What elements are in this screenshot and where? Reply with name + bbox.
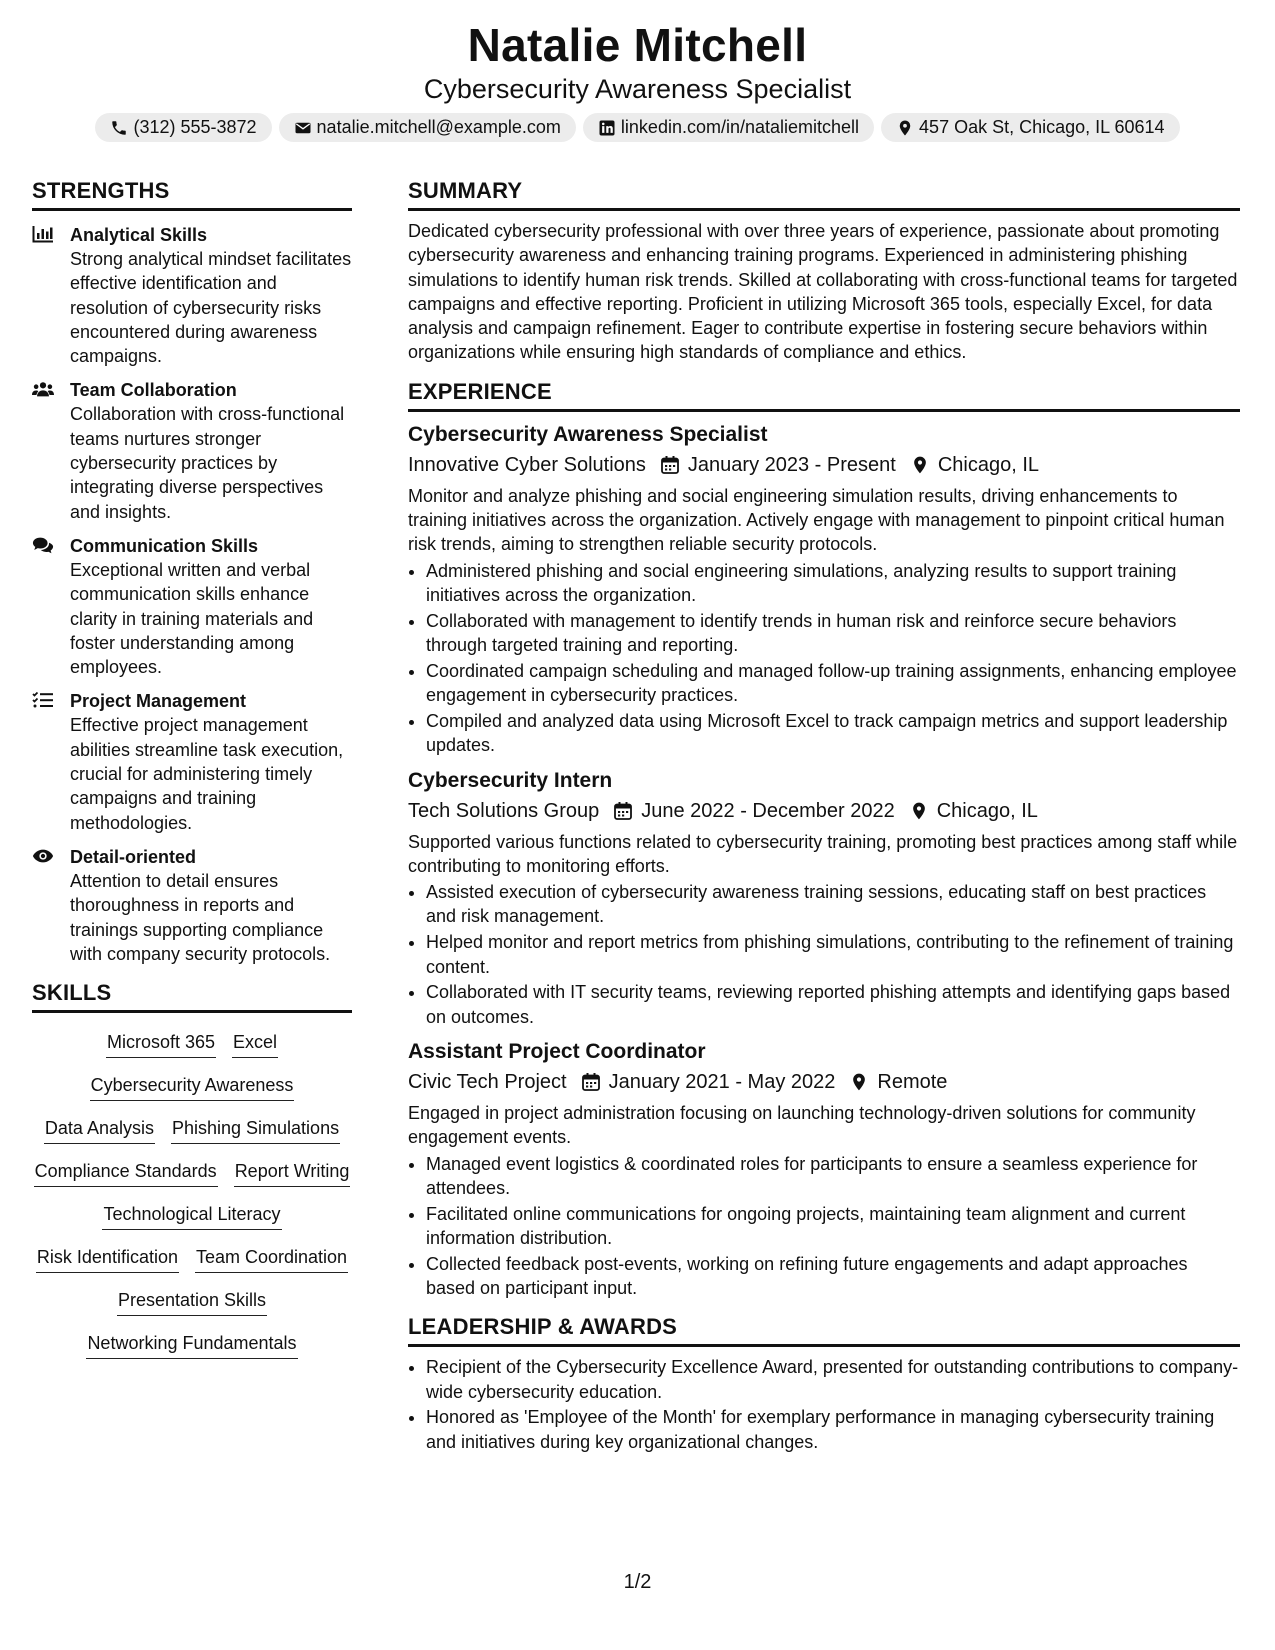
job-description: Supported various functions related to cybersecurity training, promoting best practices among staff while contributing to monitoring efforts. [408, 831, 1238, 876]
job-meta [408, 450, 1240, 480]
skill-tag: Risk Identification [36, 1244, 179, 1273]
job-entry-title: Cybersecurity Intern [408, 768, 613, 792]
left-column [32, 178, 352, 1359]
location-icon [896, 119, 914, 137]
strength-description: Collaboration with cross-functional teams nurtures stronger cybersecurity practices by integrating diverse perspectives and insights. [70, 404, 345, 522]
list-item: • Facilitated online communications for ongoing projects, maintaining team alignment and current information distribution. [426, 1202, 1240, 1251]
contact-linkedin-text: linkedin.com/in/nataliemitchell [620, 117, 860, 137]
calendar-icon [613, 801, 633, 821]
list-item: • Recipient of the Cybersecurity Excellence Award, presented for outstanding contributions to company-wide cybersecurity education. [426, 1355, 1240, 1404]
job-entry [408, 1037, 1240, 1300]
strength-description: Attention to detail ensures thoroughness in reports and trainings supporting compliance with company security protocols. [70, 870, 331, 964]
page-number: 1/2 [623, 1571, 652, 1593]
location-icon [910, 455, 930, 475]
contact-email[interactable] [279, 113, 576, 142]
summary-heading: SUMMARY [408, 178, 1240, 211]
strength-item [32, 378, 352, 523]
experience-section [408, 379, 1240, 1301]
right-column [408, 178, 1240, 1455]
strength-description: Exceptional written and verbal communication skills enhance clarity in training materials and foster understanding among employees. [70, 559, 314, 678]
job-meta [408, 1067, 1240, 1097]
job-bullets [408, 1152, 1240, 1301]
phone-icon [110, 119, 128, 137]
skill-tag: Cybersecurity Awareness [90, 1072, 295, 1101]
strength-title: Analytical Skills [70, 225, 208, 245]
candidate-name: Natalie Mitchell [467, 19, 808, 71]
contact-bar [0, 113, 1275, 142]
job-location: Remote [877, 1070, 948, 1093]
list-item: • Managed event logistics & coordinated roles for participants to ensure a seamless experience for attendees. [426, 1152, 1240, 1201]
skill-tag: Technological Literacy [102, 1201, 281, 1230]
list-item: • Collaborated with management to identify trends in human risk and reinforce secure behaviors through targeted training and reporting. [426, 609, 1240, 658]
skill-tag: Networking Fundamentals [86, 1330, 297, 1359]
list-item: • Collaborated with IT security teams, reviewing reported phishing attempts and identifying gaps based on outcomes. [426, 980, 1240, 1029]
strength-item [32, 845, 352, 966]
skill-tag: Report Writing [234, 1158, 351, 1187]
job-location: Chicago, IL [937, 453, 1039, 476]
awards-list [408, 1355, 1240, 1454]
experience-heading: EXPERIENCE [408, 379, 1240, 412]
list-item: • Compiled and analyzed data using Microsoft Excel to track campaign metrics and support leadership updates. [426, 709, 1240, 758]
contact-address-text: 457 Oak St, Chicago, IL 60614 [919, 117, 1165, 137]
contact-address[interactable] [881, 113, 1180, 142]
contact-linkedin[interactable] [583, 113, 874, 142]
skills-heading: SKILLS [32, 980, 352, 1013]
job-entry [408, 766, 1240, 1029]
skill-tag: Excel [232, 1029, 278, 1058]
job-description: Monitor and analyze phishing and social engineering simulation results, driving enhancements to training initiatives across the organization. Actively engage with management to pinpoint critical human risk trends, aiming to strengthen reliable security protocols. [408, 485, 1225, 555]
contact-email-text: natalie.mitchell@example.com [316, 117, 561, 137]
skill-tag: Phishing Simulations [171, 1115, 340, 1144]
list-item: • Honored as 'Employee of the Month' for exemplary performance in managing cybersecurity training and initiatives during key organizational changes. [426, 1405, 1240, 1454]
job-title: Cybersecurity Awareness Specialist [423, 74, 852, 104]
chat-bubbles-icon [32, 536, 54, 554]
strengths-list [32, 223, 352, 966]
job-bullets [408, 559, 1240, 758]
contact-phone[interactable] [95, 113, 271, 142]
eye-icon [32, 847, 54, 865]
strength-title: Team Collaboration [70, 380, 237, 401]
awards-section [408, 1314, 1240, 1454]
strength-description: Effective project management abilities streamline task execution, crucial for administering timely campaigns and training methodologies. [70, 715, 344, 833]
summary-text: Dedicated cybersecurity professional with over three years of experience, passionate about promoting cybersecurity awareness and enhancing training programs. Experienced in administering phishing simulations to identify human risk trends. Skilled at collaborating with cross-functional teams for targeted campaigns and effective reporting. Proficient in utilizing Microsoft 365 tools, especially Excel, for data analysis and campaign refinement. Eager to contribute expertise in fostering secure behaviors within organizations while ensuring high standards of compliance and ethics. [408, 221, 1238, 363]
strength-title: Communication Skills [70, 535, 259, 556]
skill-tag: Microsoft 365 [106, 1029, 216, 1058]
job-entry [408, 420, 1240, 758]
awards-heading: LEADERSHIP & AWARDS [408, 1314, 1240, 1347]
skill-tag: Presentation Skills [117, 1287, 267, 1316]
strength-title: Project Management [70, 691, 247, 712]
job-dates: January 2021 - May 2022 [608, 1070, 836, 1093]
task-list-icon [32, 691, 54, 709]
job-location: Chicago, IL [936, 799, 1038, 822]
list-item: • Collected feedback post-events, working on refining future engagements and adapt approaches based on participant input. [426, 1252, 1240, 1301]
job-dates: January 2023 - Present [687, 453, 896, 476]
job-meta [408, 796, 1240, 826]
location-icon [909, 801, 929, 821]
list-item: • Assisted execution of cybersecurity awareness training sessions, educating staff on best practices and risk management. [426, 880, 1240, 929]
skill-tag: Data Analysis [44, 1115, 155, 1144]
company-name: Innovative Cyber Solutions [408, 453, 646, 476]
list-item: • Helped monitor and report metrics from phishing simulations, contributing to the refinement of training content. [426, 930, 1240, 979]
company-name: Tech Solutions Group [408, 799, 600, 822]
strengths-heading: STRENGTHS [32, 178, 352, 211]
job-description: Engaged in project administration focusing on launching technology-driven solutions for community engagement events. [408, 1102, 1196, 1148]
strength-title: Detail-oriented [70, 846, 197, 867]
strength-item [32, 689, 352, 834]
job-entry-title: Cybersecurity Awareness Specialist [408, 422, 768, 446]
job-dates: June 2022 - December 2022 [641, 799, 895, 822]
strength-item [32, 223, 352, 368]
skills-list [32, 1029, 352, 1359]
contact-phone-text: (312) 555-3872 [133, 117, 257, 137]
location-icon [849, 1072, 869, 1092]
bar-chart-icon [32, 225, 54, 243]
skill-tag: Team Coordination [195, 1244, 348, 1273]
strength-description: Strong analytical mindset facilitates effective identification and resolution of cybersecurity risks encountered during awareness campaigns. [70, 249, 352, 367]
email-icon [294, 119, 312, 137]
company-name: Civic Tech Project [408, 1070, 567, 1093]
linkedin-icon [598, 119, 616, 137]
job-bullets [408, 880, 1240, 1029]
strength-item [32, 534, 352, 679]
list-item: • Coordinated campaign scheduling and managed follow-up training assignments, enhancing employee engagement in cybersecurity practices. [426, 659, 1240, 708]
calendar-icon [581, 1072, 601, 1092]
people-group-icon [32, 380, 54, 398]
calendar-icon [660, 455, 680, 475]
skill-tag: Compliance Standards [34, 1158, 218, 1187]
list-item: • Administered phishing and social engineering simulations, analyzing results to support training initiatives across the organization. [426, 559, 1240, 608]
job-entry-title: Assistant Project Coordinator [408, 1039, 706, 1063]
